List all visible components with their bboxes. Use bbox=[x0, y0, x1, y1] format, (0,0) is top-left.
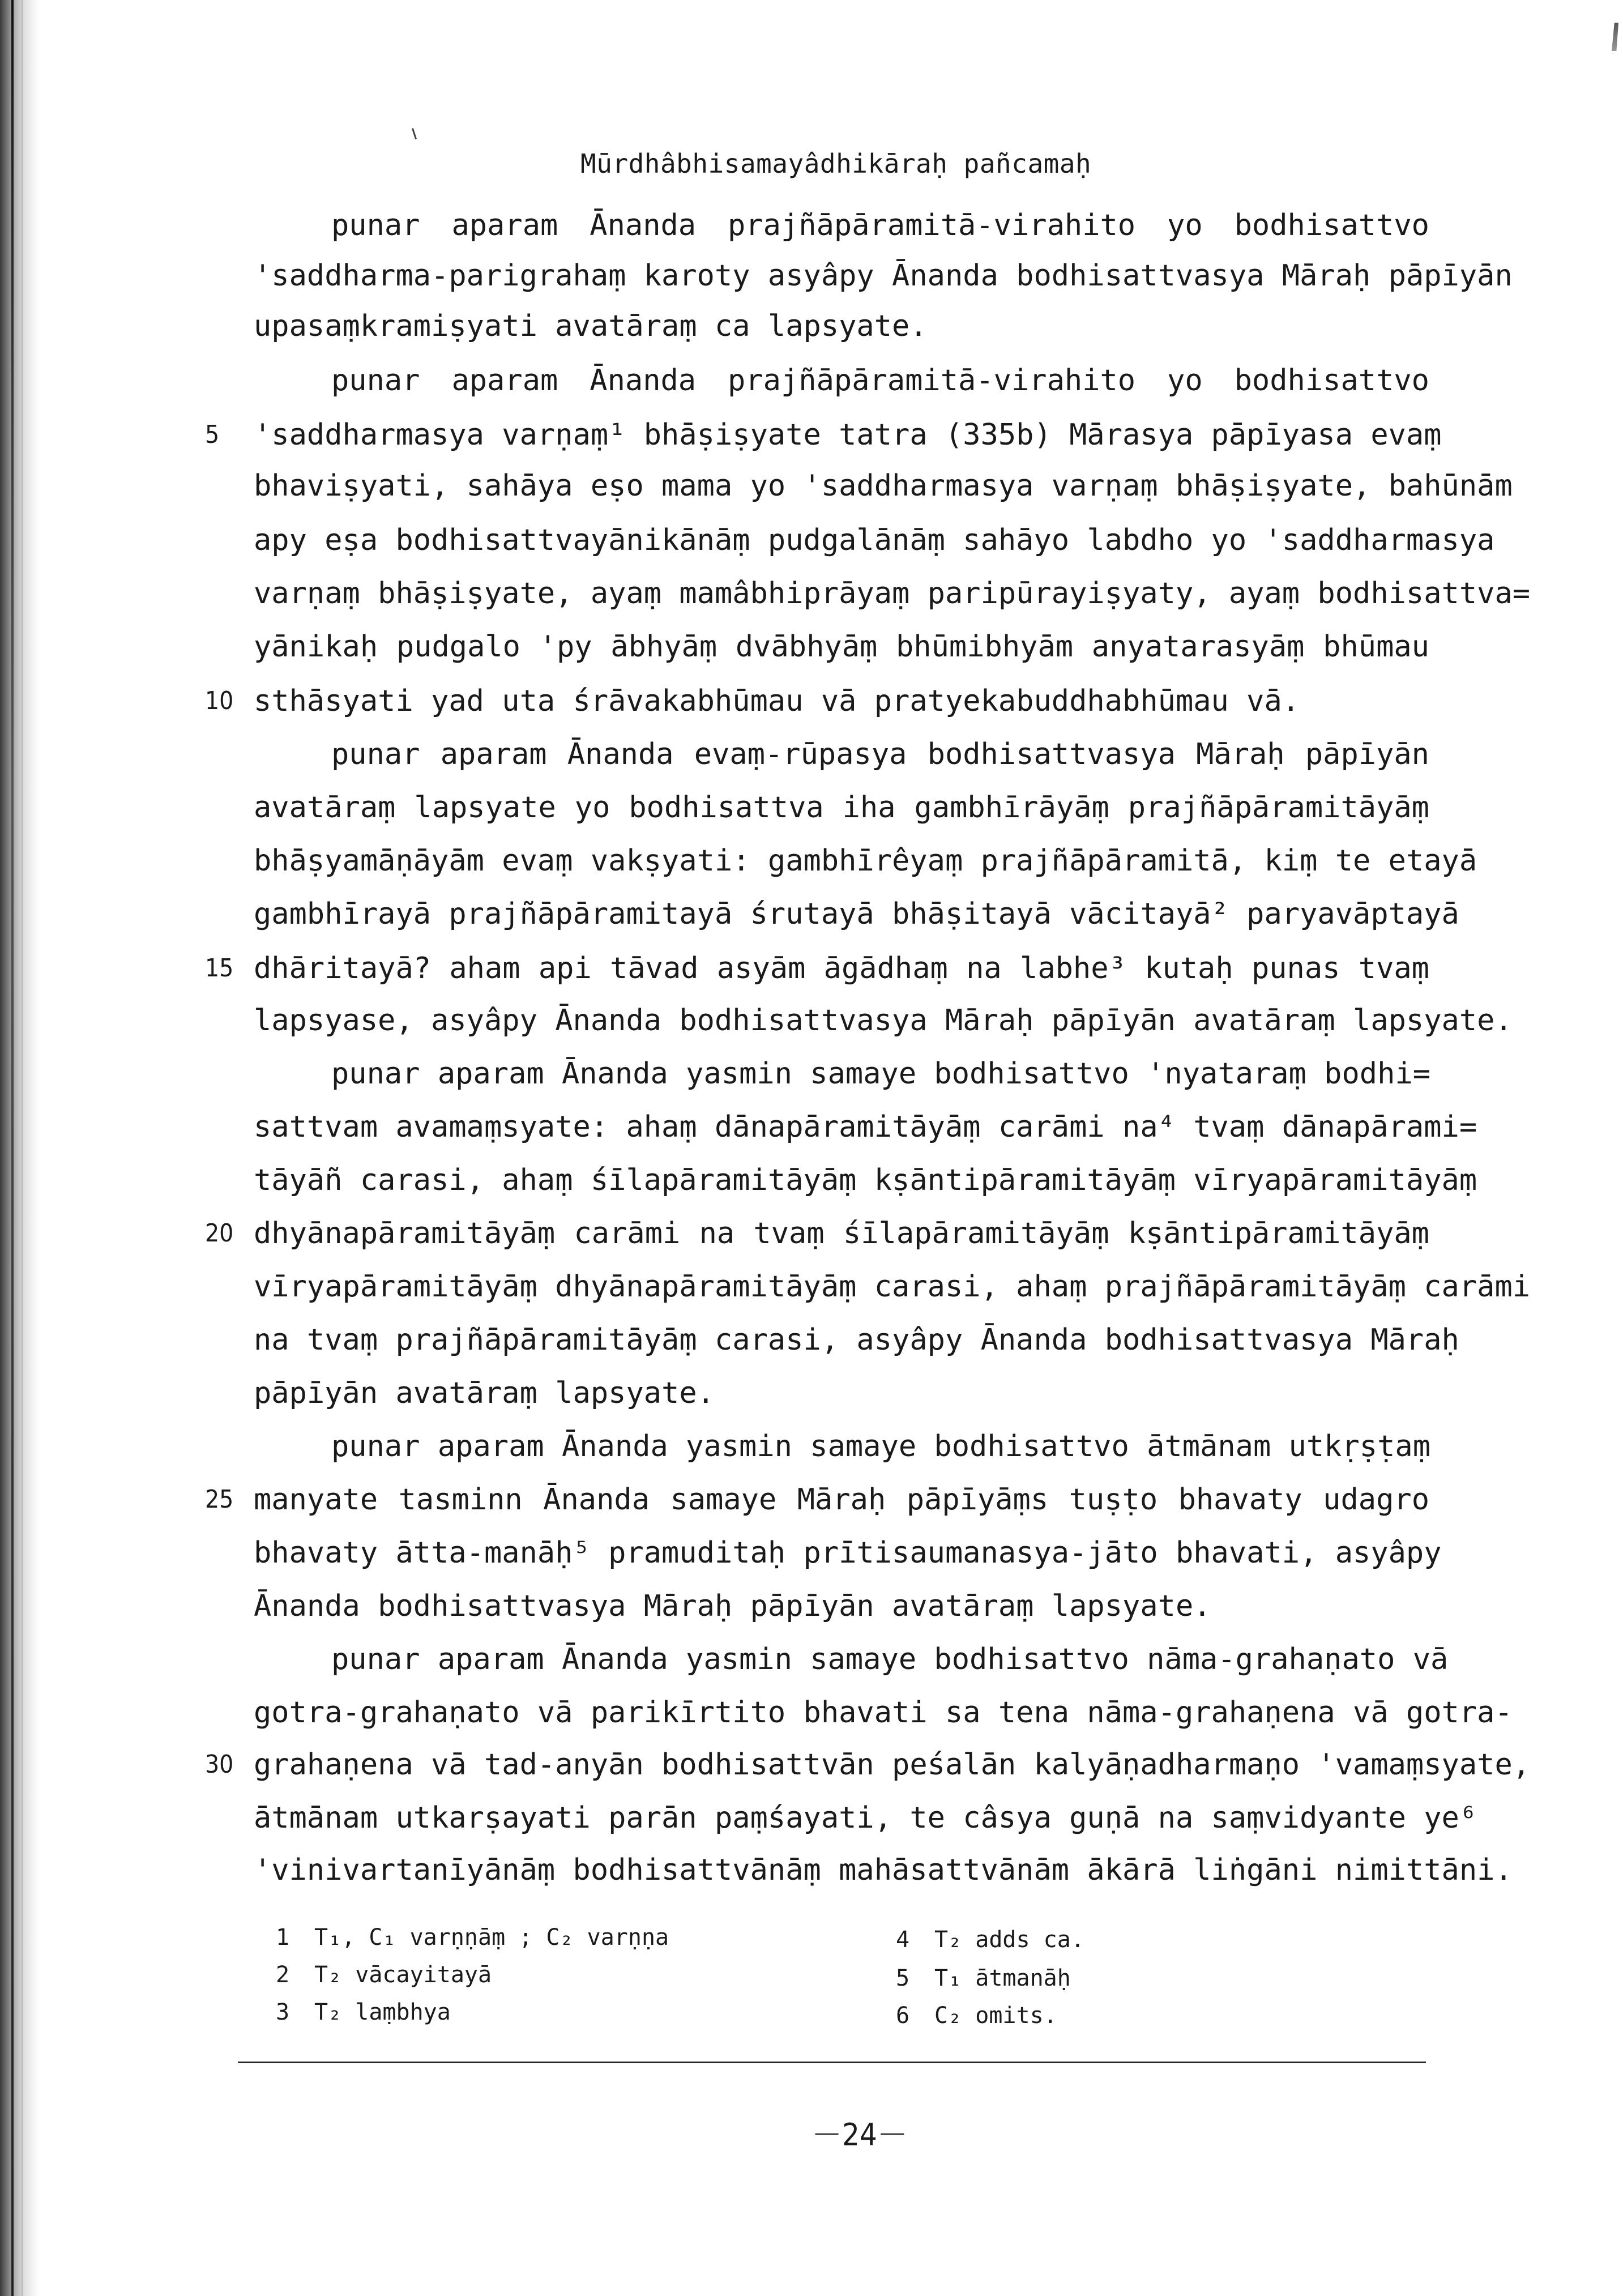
line-number: 5 bbox=[205, 420, 220, 449]
text-line: bhaviṣyati, sahāya eṣo mama yo 'saddharmasya varṇaṃ bhāṣiṣyate, bahūnām bbox=[254, 469, 1513, 503]
text-line: punar aparam Ānanda evaṃ-rūpasya bodhisattvasya Māraḥ pāpīyān bbox=[331, 737, 1429, 771]
text-line: Ānanda bodhisattvasya Māraḥ pāpīyān avatāraṃ lapsyate. bbox=[254, 1589, 1211, 1623]
text-line: dhyānapāramitāyāṃ carāmi na tvaṃ śīlapāramitāyāṃ kṣāntipāramitāyāṃ bbox=[254, 1217, 1429, 1251]
footnote-text: T₂ vācayitayā bbox=[314, 1962, 492, 1988]
text-line: upasaṃkramiṣyati avatāraṃ ca lapsyate. bbox=[254, 309, 928, 343]
line-number: 25 bbox=[205, 1485, 234, 1514]
footnote-text: T₁, C₁ varṇṇāṃ ; C₂ varṇṇa bbox=[314, 1924, 669, 1951]
footnote-text: T₁ ātmanāḥ bbox=[934, 1965, 1071, 1991]
text-line: bhavaty ātta-manāḥ⁵ pramuditaḥ prītisaumanasya-jāto bhavati, asyâpy bbox=[254, 1536, 1442, 1570]
text-line: vīryapāramitāyāṃ dhyānapāramitāyāṃ carasi, ahaṃ prajñāpāramitāyāṃ carāmi bbox=[254, 1270, 1531, 1304]
footnote-number: 2 bbox=[276, 1962, 290, 1988]
footnote-text: T₂ adds ca. bbox=[934, 1927, 1084, 1953]
line-number: 15 bbox=[205, 954, 234, 983]
text-line: manyate tasminn Ānanda samaye Māraḥ pāpīyāṃs tuṣṭo bhavaty udagro bbox=[254, 1483, 1429, 1517]
text-line: lapsyase, asyâpy Ānanda bodhisattvasya Māraḥ pāpīyān avatāraṃ lapsyate. bbox=[254, 1004, 1513, 1038]
text-line: gambhīrayā prajñāpāramitayā śrutayā bhāṣitayā vācitayā² paryavāptayā bbox=[254, 897, 1459, 931]
text-line: punar aparam Ānanda yasmin samaye bodhisattvo 'nyataraṃ bodhi= bbox=[331, 1057, 1431, 1091]
scan-tick-mark bbox=[412, 128, 417, 139]
footnote-number: 1 bbox=[276, 1924, 290, 1951]
text-line: punar aparam Ānanda yasmin samaye bodhisattvo nāma-grahaṇato vā bbox=[331, 1642, 1449, 1676]
footnote-number: 6 bbox=[896, 2003, 910, 2029]
footnote bbox=[276, 1961, 492, 1989]
footnote bbox=[896, 1926, 1084, 1954]
text-line: varṇaṃ bhāṣiṣyate, ayaṃ mamâbhiprāyaṃ paripūrayiṣyaty, ayaṃ bodhisattva= bbox=[254, 577, 1531, 611]
footnote bbox=[276, 1923, 669, 1952]
binding-shadow bbox=[0, 0, 40, 2296]
line-number: 30 bbox=[205, 1750, 234, 1779]
line-number: 20 bbox=[205, 1219, 234, 1248]
line-number: 10 bbox=[205, 686, 234, 715]
text-line: 'saddharmasya varṇaṃ¹ bhāṣiṣyate tatra (335b) Mārasya pāpīyasa evaṃ bbox=[254, 418, 1442, 452]
footnote bbox=[896, 2001, 1057, 2030]
text-line: apy eṣa bodhisattvayānikānāṃ pudgalānāṃ sahāyo labdho yo 'saddharmasya bbox=[254, 523, 1495, 557]
text-line: bhāṣyamāṇāyām evaṃ vakṣyati: gambhīrêyaṃ prajñāpāramitā, kiṃ te etayā bbox=[254, 844, 1477, 878]
text-line: punar aparam Ānanda yasmin samaye bodhisattvo ātmānam utkṛṣṭaṃ bbox=[331, 1429, 1431, 1463]
text-line: punar aparam Ānanda prajñāpāramitā-virahito yo bodhisattvo bbox=[331, 364, 1429, 398]
footnote-number: 5 bbox=[896, 1965, 910, 1991]
text-line: pāpīyān avatāraṃ lapsyate. bbox=[254, 1376, 715, 1410]
footnote-text: T₂ laṃbhya bbox=[314, 1999, 451, 2025]
text-line: tāyāñ carasi, ahaṃ śīlapāramitāyāṃ kṣāntipāramitāyāṃ vīryapāramitāyāṃ bbox=[254, 1163, 1477, 1197]
text-line: sthāsyati yad uta śrāvakabhūmau vā pratyekabuddhabhūmau vā. bbox=[254, 684, 1300, 718]
text-line: ātmānam utkarṣayati parān paṃśayati, te câsya guṇā na saṃvidyante ye⁶ bbox=[254, 1801, 1477, 1835]
scan-corner-mark bbox=[1612, 23, 1618, 51]
text-line: 'vinivartanīyānāṃ bodhisattvānāṃ mahāsattvānām ākārā liṅgāni nimittāni. bbox=[254, 1853, 1513, 1887]
text-line: punar aparam Ānanda prajñāpāramitā-virahito yo bodhisattvo bbox=[331, 208, 1429, 242]
footnote bbox=[276, 1998, 451, 2026]
text-line: 'saddharma-parigrahaṃ karoty asyâpy Ānanda bodhisattvasya Māraḥ pāpīyān bbox=[254, 259, 1513, 293]
text-line: avatāraṃ lapsyate yo bodhisattva iha gambhīrāyāṃ prajñāpāramitāyāṃ bbox=[254, 791, 1429, 825]
text-line: gotra-grahaṇato vā parikīrtito bhavati sa tena nāma-grahaṇena vā gotra- bbox=[254, 1696, 1513, 1730]
footnote-divider bbox=[238, 2062, 1426, 2063]
footnote-text: C₂ omits. bbox=[934, 2003, 1057, 2029]
running-header: Mūrdhâbhisamayâdhikāraḥ pañcamaḥ bbox=[580, 148, 1092, 179]
footnote-number: 3 bbox=[276, 1999, 290, 2025]
text-line: sattvam avamaṃsyate: ahaṃ dānapāramitāyāṃ carāmi na⁴ tvaṃ dānapārami= bbox=[254, 1110, 1477, 1144]
text-line: yānikaḥ pudgalo 'py ābhyāṃ dvābhyāṃ bhūmibhyām anyatarasyāṃ bhūmau bbox=[254, 630, 1429, 664]
text-line: grahaṇena vā tad-anyān bodhisattvān peśalān kalyāṇadharmaṇo 'vamaṃsyate, bbox=[254, 1748, 1531, 1782]
page-number: －24－ bbox=[812, 2117, 908, 2153]
text-line: dhāritayā? aham api tāvad asyām āgādhaṃ na labhe³ kutaḥ punas tvaṃ bbox=[254, 951, 1429, 985]
text-line: na tvaṃ prajñāpāramitāyāṃ carasi, asyâpy Ānanda bodhisattvasya Māraḥ bbox=[254, 1323, 1459, 1357]
footnote-number: 4 bbox=[896, 1927, 910, 1953]
footnote bbox=[896, 1964, 1071, 1992]
